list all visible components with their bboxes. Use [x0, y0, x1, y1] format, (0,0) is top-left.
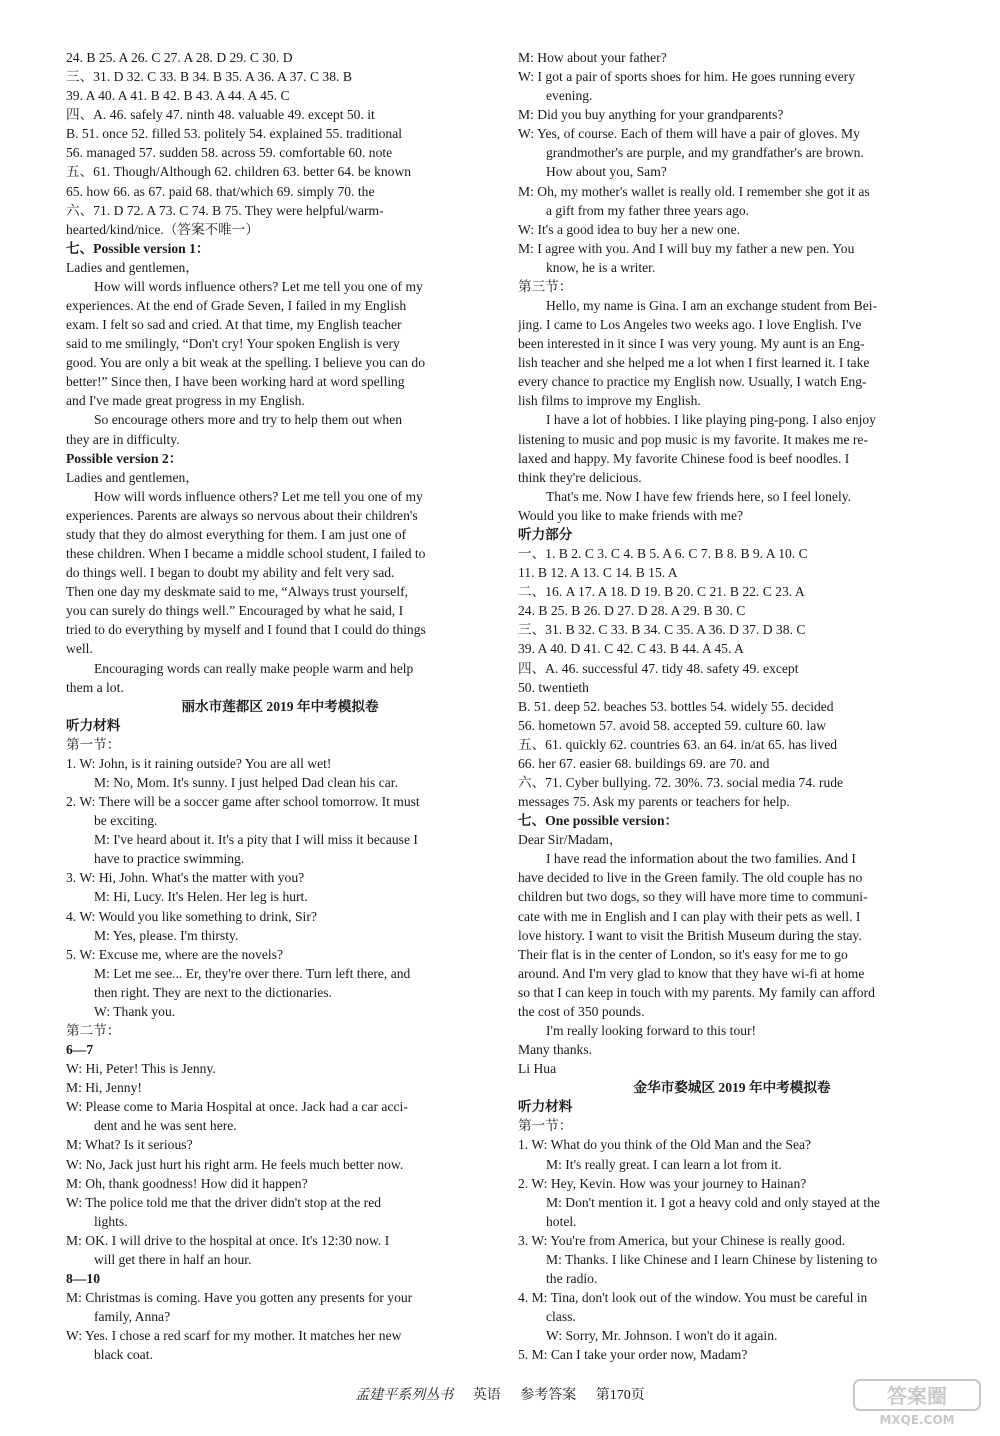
footer-subject: 英语	[472, 1388, 501, 1403]
text-line: listening to music and pop music is my favorite. It makes me re-	[518, 431, 868, 447]
text-line: W: The police told me that the driver didn't stop at the red	[66, 1194, 382, 1210]
text-line: 二、16. A 17. A 18. D 19. B 20. C 21. B 22. C 23. A	[518, 584, 805, 600]
text-line: hotel.	[546, 1213, 577, 1229]
text-line: W: Sorry, Mr. Johnson. I won't do it again.	[546, 1328, 778, 1344]
text-line: 65. how 66. as 67. paid 68. that/which 69. simply 70. the	[66, 183, 375, 199]
text-line: been interested in it since I was very young. My aunt is an Eng-	[518, 336, 865, 352]
svg-text:答案圈: 答案圈	[887, 1384, 947, 1408]
text-line: How will words influence others? Let me tell you one of my	[94, 278, 423, 294]
left-column	[66, 48, 494, 1364]
text-line: Would you like to make friends with me?	[518, 507, 744, 523]
text-line: jing. I came to Los Angeles two weeks ago. I love English. I've	[518, 317, 862, 333]
text-line: lish films to improve my English.	[518, 393, 701, 409]
text-line: M: Hi, Jenny!	[66, 1080, 142, 1096]
text-line: M: No, Mom. It's sunny. I just helped Dad clean his car.	[94, 774, 398, 790]
text-line: Ladies and gentlemen，	[66, 469, 199, 485]
text-line: 1. W: John, is it raining outside? You are all wet!	[66, 755, 332, 771]
footer-page: 第170页	[595, 1388, 645, 1403]
text-line: M: I agree with you. And I will buy my father a new pen. You	[518, 240, 855, 256]
text-line: so that I can keep in touch with my parents. My family can afford	[518, 984, 875, 1000]
text-line: W: Yes, of course. Each of them will have a pair of gloves. My	[518, 126, 860, 142]
text-line: tried to do everything by myself and I found that I could do things	[66, 622, 426, 638]
text-line: 五、61. quickly 62. countries 63. an 64. in/at 65. has lived	[518, 736, 838, 752]
text-line: 金华市婺城区 2019 年中考模拟卷	[633, 1080, 831, 1096]
text-line: M: What? Is it serious?	[66, 1137, 193, 1153]
text-line: 第三节：	[518, 278, 573, 294]
text-line: W: Yes. I chose a red scarf for my mother. It matches her new	[66, 1328, 402, 1344]
text-line: M: Oh, thank goodness! How did it happen?	[66, 1175, 308, 1191]
text-line: black coat.	[94, 1347, 153, 1363]
text-line: exam. I felt so sad and cried. At that time, my English teacher	[66, 317, 402, 333]
text-line: these children. When I became a middle school student, I failed to	[66, 546, 426, 562]
page-footer	[0, 1384, 1000, 1404]
text-line: Possible version 2：	[66, 450, 183, 466]
text-line: 3. W: You're from America, but your Chinese is really good.	[518, 1232, 846, 1248]
right-column	[518, 48, 946, 1364]
text-line: M: Yes, please. I'm thirsty.	[94, 927, 239, 943]
text-line: think they're delicious.	[518, 469, 642, 485]
text-line: 39. A 40. A 41. B 42. B 43. A 44. A 45. C	[66, 88, 290, 104]
text-line: W: Thank you.	[94, 1003, 176, 1019]
text-line: the radio.	[546, 1271, 598, 1286]
text-line: 丽水市莲都区 2019 年中考模拟卷	[181, 698, 379, 714]
text-line: W: Please come to Maria Hospital at once. Jack had a car acci-	[66, 1099, 408, 1115]
text-line: Hello, my name is Gina. I am an exchange student from Bei-	[546, 298, 878, 314]
text-line: M: Hi, Lucy. It's Helen. Her leg is hurt.	[94, 889, 308, 905]
text-line: Encouraging words can really make people warm and help	[94, 660, 414, 676]
text-line: said to me smilingly, “Don't cry! Your spoken English is very	[66, 336, 400, 352]
text-line: dent and he was sent here.	[94, 1118, 237, 1134]
text-line: M: Don't mention it. I got a heavy cold and only stayed at the	[546, 1194, 880, 1210]
text-line: study that they do almost everything for them. I am just one of	[66, 526, 407, 542]
text-line: children but two dogs, so they will have more time to communi-	[518, 889, 868, 905]
text-line: they are in difficulty.	[66, 431, 180, 447]
text-line: 39. A 40. D 41. C 42. C 43. B 44. A 45. A	[518, 641, 744, 657]
text-line: W: No, Jack just hurt his right arm. He feels much better now.	[66, 1156, 404, 1172]
watermark-logo	[852, 1378, 982, 1428]
text-line: M: Oh, my mother's wallet is really old. I remember she got it as	[518, 183, 870, 199]
text-line: hearted/kind/nice.（答案不唯一）	[66, 221, 259, 237]
text-line: M: Did you buy anything for your grandparents?	[518, 107, 784, 123]
text-line: That's me. Now I have few friends here, so I feel lonely.	[546, 488, 852, 504]
text-line: 4. W: Would you like something to drink, Sir?	[66, 908, 317, 924]
text-line: good. You are only a bit weak at the spelling. I believe you can do	[66, 355, 426, 371]
text-line: well.	[66, 641, 93, 657]
text-line: 50. twentieth	[518, 679, 589, 695]
text-line: How will words influence others? Let me tell you one of my	[94, 488, 423, 504]
text-line: Ladies and gentlemen，	[66, 259, 199, 275]
text-line: 一、1. B 2. C 3. C 4. B 5. A 6. C 7. B 8. B 9. A 10. C	[518, 546, 808, 562]
text-line: W: Hi, Peter! This is Jenny.	[66, 1061, 216, 1077]
text-line: 1. W: What do you think of the Old Man and the Sea?	[518, 1137, 812, 1153]
svg-text:MXQE.COM: MXQE.COM	[879, 1413, 955, 1427]
text-line: B. 51. once 52. filled 53. politely 54. explained 55. traditional	[66, 126, 403, 142]
text-line: have to practice swimming.	[94, 851, 245, 867]
text-line: W: It's a good idea to buy her a new one.	[518, 221, 741, 237]
text-line: 24. B 25. A 26. C 27. A 28. D 29. C 30. D	[66, 50, 293, 65]
text-line: experiences. Parents are always so nervous about their children's	[66, 507, 418, 523]
text-line: I have a lot of hobbies. I like playing ping-pong. I also enjoy	[546, 412, 876, 428]
text-line: around. And I'm very glad to know that they have wi-fi at home	[518, 965, 865, 981]
text-line: 56. hometown 57. avoid 58. accepted 59. culture 60. law	[518, 717, 827, 733]
text-line: 三、31. D 32. C 33. B 34. B 35. A 36. A 37. C 38. B	[66, 69, 352, 85]
text-line: grandmother's are purple, and my grandfather's are brown.	[546, 145, 864, 161]
text-line: 66. her 67. easier 68. buildings 69. are 70. and	[518, 755, 770, 771]
text-line: Li Hua	[518, 1061, 557, 1077]
text-line: 六、71. Cyber bullying. 72. 30%. 73. social media 74. rude	[518, 774, 844, 790]
text-line: 六、71. D 72. A 73. C 74. B 75. They were helpful/warm-	[66, 202, 384, 218]
text-line: the cost of 350 pounds.	[518, 1003, 645, 1019]
text-line: Many thanks.	[518, 1042, 593, 1058]
text-line: lish teacher and she helped me a lot when I first learned it. I take	[518, 355, 870, 371]
text-line: will get there in half an hour.	[94, 1251, 252, 1267]
text-line: family, Anna?	[94, 1309, 171, 1325]
text-line: 四、A. 46. safely 47. ninth 48. valuable 49. except 50. it	[66, 107, 375, 123]
footer-series: 孟建平系列丛书	[355, 1388, 454, 1403]
text-line: them a lot.	[66, 679, 124, 695]
text-line: evening.	[546, 88, 593, 104]
text-line: M: Thanks. I like Chinese and I learn Chinese by listening to	[546, 1251, 878, 1267]
text-line: cate with me in English and I can play with their pets as well. I	[518, 908, 861, 924]
text-line: 5. M: Can I take your order now, Madam?	[518, 1347, 748, 1363]
text-line: then right. They are next to the dictionaries.	[94, 984, 332, 1000]
text-line: 24. B 25. B 26. D 27. D 28. A 29. B 30. C	[518, 603, 746, 619]
text-line: How about you, Sam?	[546, 164, 667, 180]
text-line: laxed and happy. My favorite Chinese food is beef noodles. I	[518, 450, 850, 466]
text-line: I'm really looking forward to this tour!	[546, 1022, 757, 1038]
text-line: M: OK. I will drive to the hospital at once. It's 12:30 now. I	[66, 1232, 390, 1248]
text-line: love history. I want to visit the British Museum during the stay.	[518, 927, 862, 943]
text-line: 8—10	[66, 1271, 100, 1286]
text-line: 5. W: Excuse me, where are the novels?	[66, 946, 284, 962]
text-line: 第一节：	[518, 1118, 573, 1134]
text-line: be exciting.	[94, 813, 158, 829]
text-line: 2. W: There will be a soccer game after school tomorrow. It must	[66, 794, 420, 810]
text-line: have decided to live in the Green family. The old couple has no	[518, 870, 863, 886]
text-line: I have read the information about the two families. And I	[546, 851, 856, 867]
text-line: Their flat is in the center of London, so it's easy for me to go	[518, 946, 848, 962]
text-line: you can surely do things well.” Encouraged by what he said, I	[66, 603, 404, 619]
text-line: 第一节：	[66, 736, 121, 752]
text-line: experiences. At the end of Grade Seven, I failed in my English	[66, 298, 407, 314]
text-line: 56. managed 57. sudden 58. across 59. comfortable 60. note	[66, 145, 393, 161]
text-line: M: Christmas is coming. Have you gotten any presents for your	[66, 1290, 413, 1306]
text-line: 4. M: Tina, don't look out of the window. You must be careful in	[518, 1290, 868, 1306]
text-line: 听力材料	[66, 717, 121, 733]
text-line: messages 75. Ask my parents or teachers for help.	[518, 794, 790, 810]
text-line: M: I've heard about it. It's a pity that I will miss it because I	[94, 832, 418, 848]
text-line: M: It's really great. I can learn a lot from it.	[546, 1156, 782, 1172]
text-line: a gift from my father three years ago.	[546, 202, 750, 218]
footer-section: 参考答案	[520, 1388, 577, 1403]
text-line: 3. W: Hi, John. What's the matter with you?	[66, 870, 305, 886]
text-line: 三、31. B 32. C 33. B 34. C 35. A 36. D 37. D 38. C	[518, 622, 806, 638]
text-line: 五、61. Though/Although 62. children 63. better 64. be known	[66, 164, 412, 180]
text-line: W: I got a pair of sports shoes for him. He goes running every	[518, 69, 855, 85]
text-line: 听力材料	[518, 1099, 573, 1115]
text-line: So encourage others more and try to help them out when	[94, 412, 403, 428]
text-line: 四、A. 46. successful 47. tidy 48. safety 49. except	[518, 660, 799, 676]
text-line: and I've made great progress in my English.	[66, 393, 305, 409]
text-line: lights.	[94, 1213, 128, 1229]
text-line: 第二节：	[66, 1022, 121, 1038]
text-line: better!” Since then, I have been working hard at word spelling	[66, 374, 405, 390]
text-line: 七、Possible version 1：	[66, 240, 210, 256]
text-line: know, he is a writer.	[546, 259, 656, 275]
text-line: B. 51. deep 52. beaches 53. bottles 54. widely 55. decided	[518, 698, 834, 714]
text-line: Then one day my deskmate said to me, “Always trust yourself,	[66, 584, 409, 600]
text-line: class.	[546, 1309, 576, 1325]
text-line: Dear Sir/Madam，	[518, 832, 623, 848]
text-line: 2. W: Hey, Kevin. How was your journey to Hainan?	[518, 1175, 807, 1191]
text-line: 七、One possible version：	[518, 813, 679, 829]
text-line: 6—7	[66, 1042, 94, 1058]
text-line: M: How about your father?	[518, 50, 667, 65]
text-line: 听力部分	[518, 526, 573, 542]
text-line: every chance to practice my English now. Usually, I watch Eng-	[518, 374, 867, 390]
text-line: 11. B 12. A 13. C 14. B 15. A	[518, 565, 678, 581]
text-line: M: Let me see... Er, they're over there. Turn left there, and	[94, 965, 411, 981]
text-line: do things well. I began to doubt my ability and felt very sad.	[66, 565, 395, 581]
